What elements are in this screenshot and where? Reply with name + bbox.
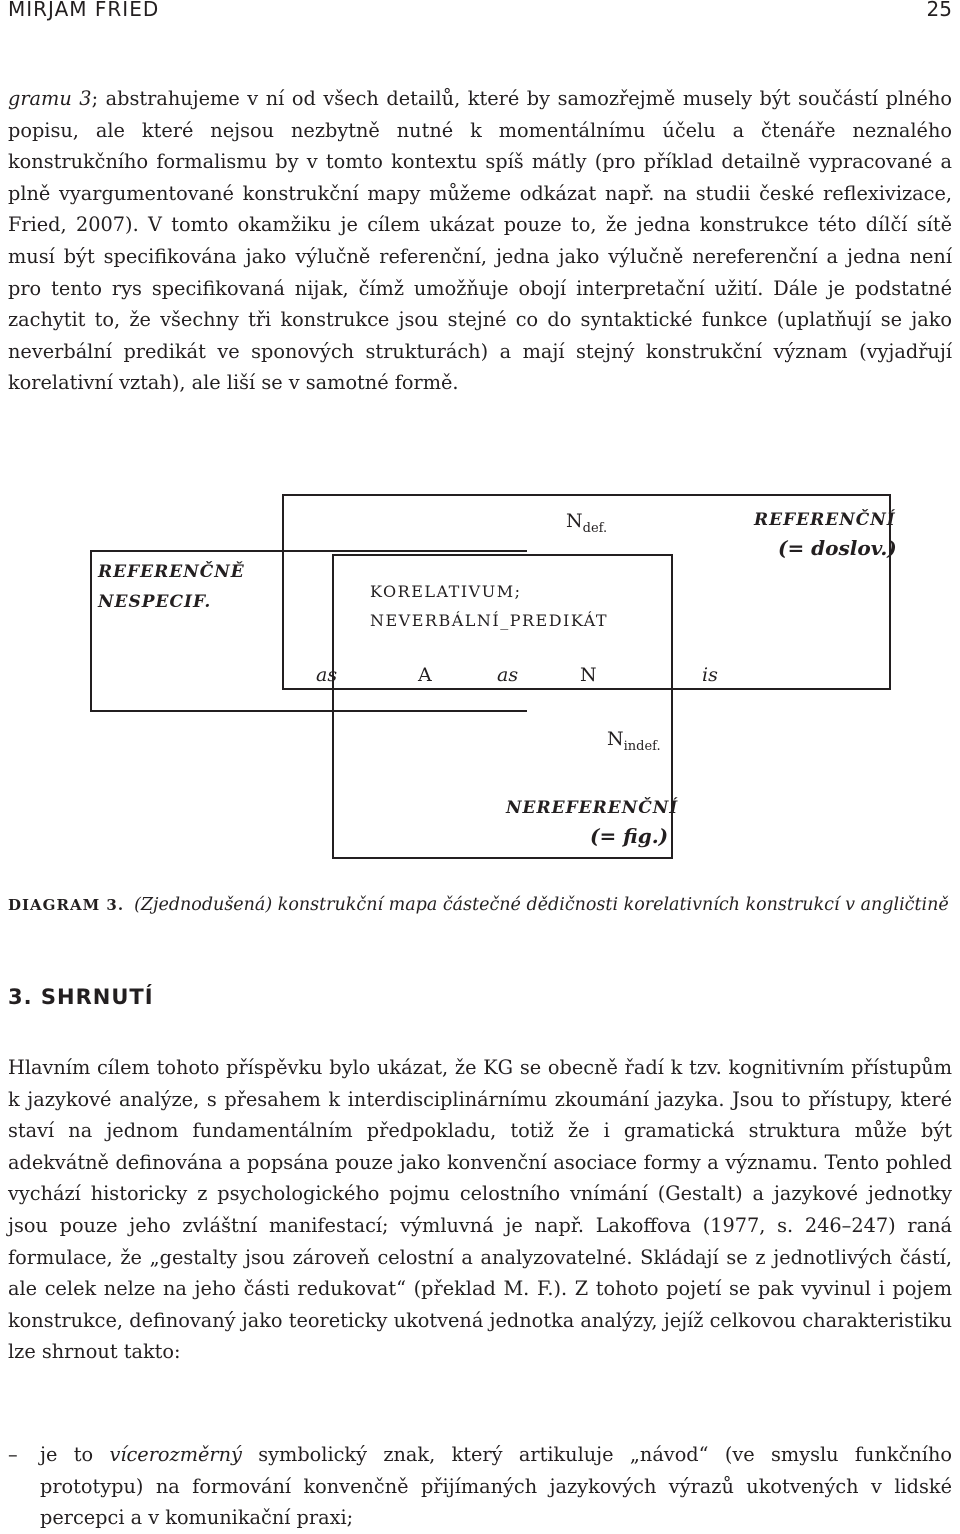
token-n: N (580, 664, 597, 686)
page-number: 25 (926, 0, 952, 21)
caption-label: DIAGRAM 3. (8, 896, 125, 914)
ref-nespecif-label-line1: REFERENČNĚ (98, 562, 245, 582)
referencni-label: REFERENČNÍ (754, 510, 896, 530)
n-indef-label (607, 728, 661, 754)
list-italic-word: vícerozměrný (109, 1443, 242, 1466)
n-def-subscript: def. (582, 521, 608, 536)
token-as-2: as (497, 664, 519, 686)
body-paragraph-2: Hlavním cílem tohoto příspěvku bylo ukázat, že KG se obecně řadí k tzv. kognitivním přístupům k jazykové analýze, s přesahem k interdisciplinárnímu zkoumání jazyka. Jsou to přístupy, které staví na jednom fundamentálním předpokladu, totiž že i gramatická struktura může být adekvátně definována a popsána pouze jako konvenční asociace formy a významu. Tento pohled vychází historicky z psychologického pojmu celostního vnímání (Gestalt) a jazykové jednotky jsou pouze jeho zvláštní manifestací; výmluvná je např. Lakoffova (1977, s. 246–247) raná formulace, že „gestalty jsou zároveň celostní a analyzovatelné. Skládají se z jednotlivých částí, ale celek nelze na jeho části redukovat“ (překlad M. F.). Z tohoto pojetí se pak vyvinul i pojem konstrukce, definovaný jako teoreticky ukotvená jednotka analýzy, jejíž celkovou charakteristiku lze shrnout takto: (8, 1056, 952, 1364)
korelativum-label-line2: NEVERBÁLNÍ_PREDIKÁT (370, 611, 609, 630)
paragraph-text: ; abstrahujeme v ní od všech detailů, které by samozřejmě musely být součástí plného popisu, ale které nejsou nezbytně nutné k momentálnímu účelu a čtenáře neznalého konstrukčního formalismu by v tomto kontextu spíš mátly (pro příklad detailně vypracované a plně vyargumentované konstrukční mapy můžeme odkázat např. na studii české reflexivizace, Fried, 2007). V tomto okamžiku je cílem ukázat pouze to, že jedna konstrukce této dílčí sítě musí být specifikována jako výlučně referenční, jedna jako výlučně nereferenční a jedna není pro tento rys specifikovaná nijak, čímž umožňuje obojí interpretační užití. Dále je podstatné zachytit to, že všechny tři konstrukce jsou stejné co do syntaktické funkce (uplatňují se jako neverbální predikát ve sponových strukturách) a mají stejný konstrukční význam (vyjadřují korelativní vztah), ale liší se v samotné formě. (8, 87, 952, 395)
italic-reference: gramu 3 (8, 87, 92, 110)
section-heading: 3. SHRNUTÍ (8, 985, 154, 1009)
list-item-text (40, 1439, 952, 1534)
n-def-label (566, 510, 607, 536)
nereferencni-gloss: (= fig.) (590, 824, 669, 848)
diagram-caption (8, 895, 952, 915)
token-is: is (702, 664, 718, 686)
n-def-base: N (566, 510, 583, 532)
n-indef-subscript: indef. (623, 739, 661, 754)
list-dash: – (8, 1443, 18, 1466)
token-a: A (418, 664, 432, 686)
referencni-gloss: (= doslov.) (778, 536, 897, 560)
caption-text: (Zjednodušená) konstrukční mapa částečné dědičnosti korelativních konstrukcí v angličtině (134, 895, 949, 915)
list-text-before: je to (40, 1443, 110, 1466)
ref-nespecif-label-line2: NESPECIF. (98, 592, 212, 612)
body-paragraph-1 (8, 83, 952, 399)
nereferencni-label: NEREFERENČNÍ (506, 798, 679, 818)
page-header (8, 0, 952, 24)
token-as-1: as (316, 664, 338, 686)
list-text-after: symbolický znak, který artikuluje „návod“ (ve smyslu funkčního prototypu) na formování konvenčně přijímaných jazykových výrazů ukotvených v lidské percepci a v komunikační praxi; (40, 1443, 952, 1530)
running-head: MIRJAM FRIED (8, 0, 160, 21)
n-indef-base: N (607, 728, 624, 750)
construction-map-diagram (0, 490, 960, 870)
korelativum-label-line1: KORELATIVUM; (370, 582, 522, 601)
